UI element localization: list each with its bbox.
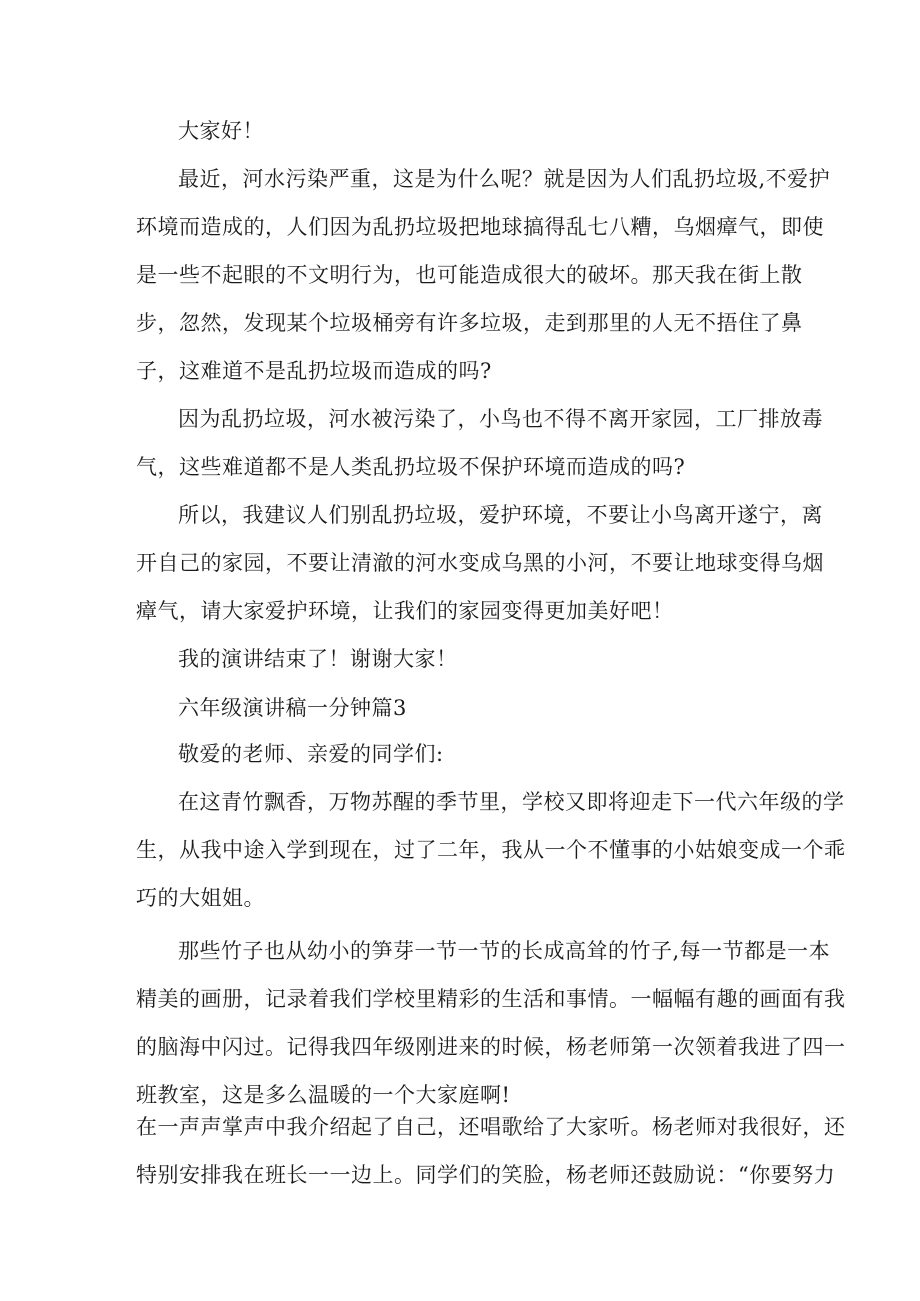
text-line: 在一声声掌声中我介绍起了自己，还唱歌给了大家听。杨老师对我很好，还 — [136, 1115, 846, 1139]
text-line: 那些竹子也从幼小的笋芽一节一节的长成高耸的竹子,每一节都是一本 — [178, 939, 831, 963]
section-heading: 六年级演讲稿一分钟篇3 — [178, 696, 407, 720]
text-line: 特别安排我在班长一一边上。同学们的笑脸，杨老师还鼓励说：“你要努力 — [136, 1163, 836, 1187]
greeting-line: 大家好！ — [178, 119, 264, 143]
text-line: 环境而造成的，人们因为乱扔垃圾把地球搞得乱七八糟，乌烟瘴气，即使 — [136, 215, 824, 239]
text-line: 巧的大姐姐。 — [136, 886, 265, 910]
text-line: 子，这难道不是乱扔垃圾而造成的吗? — [136, 359, 492, 383]
salutation-line: 敬爱的老师、亲爱的同学们: — [178, 742, 444, 766]
text-line: 我的演讲结束了！谢谢大家！ — [178, 647, 458, 671]
text-line: 步，忽然，发现某个垃圾桶旁有许多垃圾，走到那里的人无不捂住了鼻 — [136, 311, 803, 335]
text-line: 生，从我中途入学到现在，过了二年，我从一个不懂事的小姑娘变成一个乖 — [136, 838, 846, 862]
text-line: 最近，河水污染严重，这是为什么呢？就是因为人们乱扔垃圾,不爱护 — [178, 167, 831, 191]
text-line: 在这青竹飘香，万物苏醒的季节里，学校又即将迎走下一代六年级的学 — [178, 790, 845, 814]
text-line: 气，这些难道都不是人类乱扔垃圾不保护环境而造成的吗? — [136, 455, 686, 479]
text-line: 所以，我建议人们别乱扔垃圾，爱护环境，不要让小鸟离开遂宁，离 — [178, 503, 823, 527]
text-line: 的脑海中闪过。记得我四年级刚进来的时候，杨老师第一次领着我进了四一 — [136, 1035, 846, 1059]
text-line: 精美的画册，记录着我们学校里精彩的生活和事情。一幅幅有趣的画面有我 — [136, 987, 846, 1011]
text-line: 班教室，这是多么温暖的一个大家庭啊! — [136, 1083, 511, 1107]
text-line: 开自己的家园，不要让清澈的河水变成乌黑的小河，不要让地球变得乌烟 — [136, 551, 824, 575]
text-line: 因为乱扔垃圾，河水被污染了，小鸟也不得不离开家园，工厂排放毒 — [178, 407, 823, 431]
text-line: 瘴气，请大家爱护环境，让我们的家园变得更加美好吧！ — [136, 599, 674, 623]
text-line: 是一些不起眼的不文明行为，也可能造成很大的破坏。那天我在街上散 — [136, 263, 803, 287]
